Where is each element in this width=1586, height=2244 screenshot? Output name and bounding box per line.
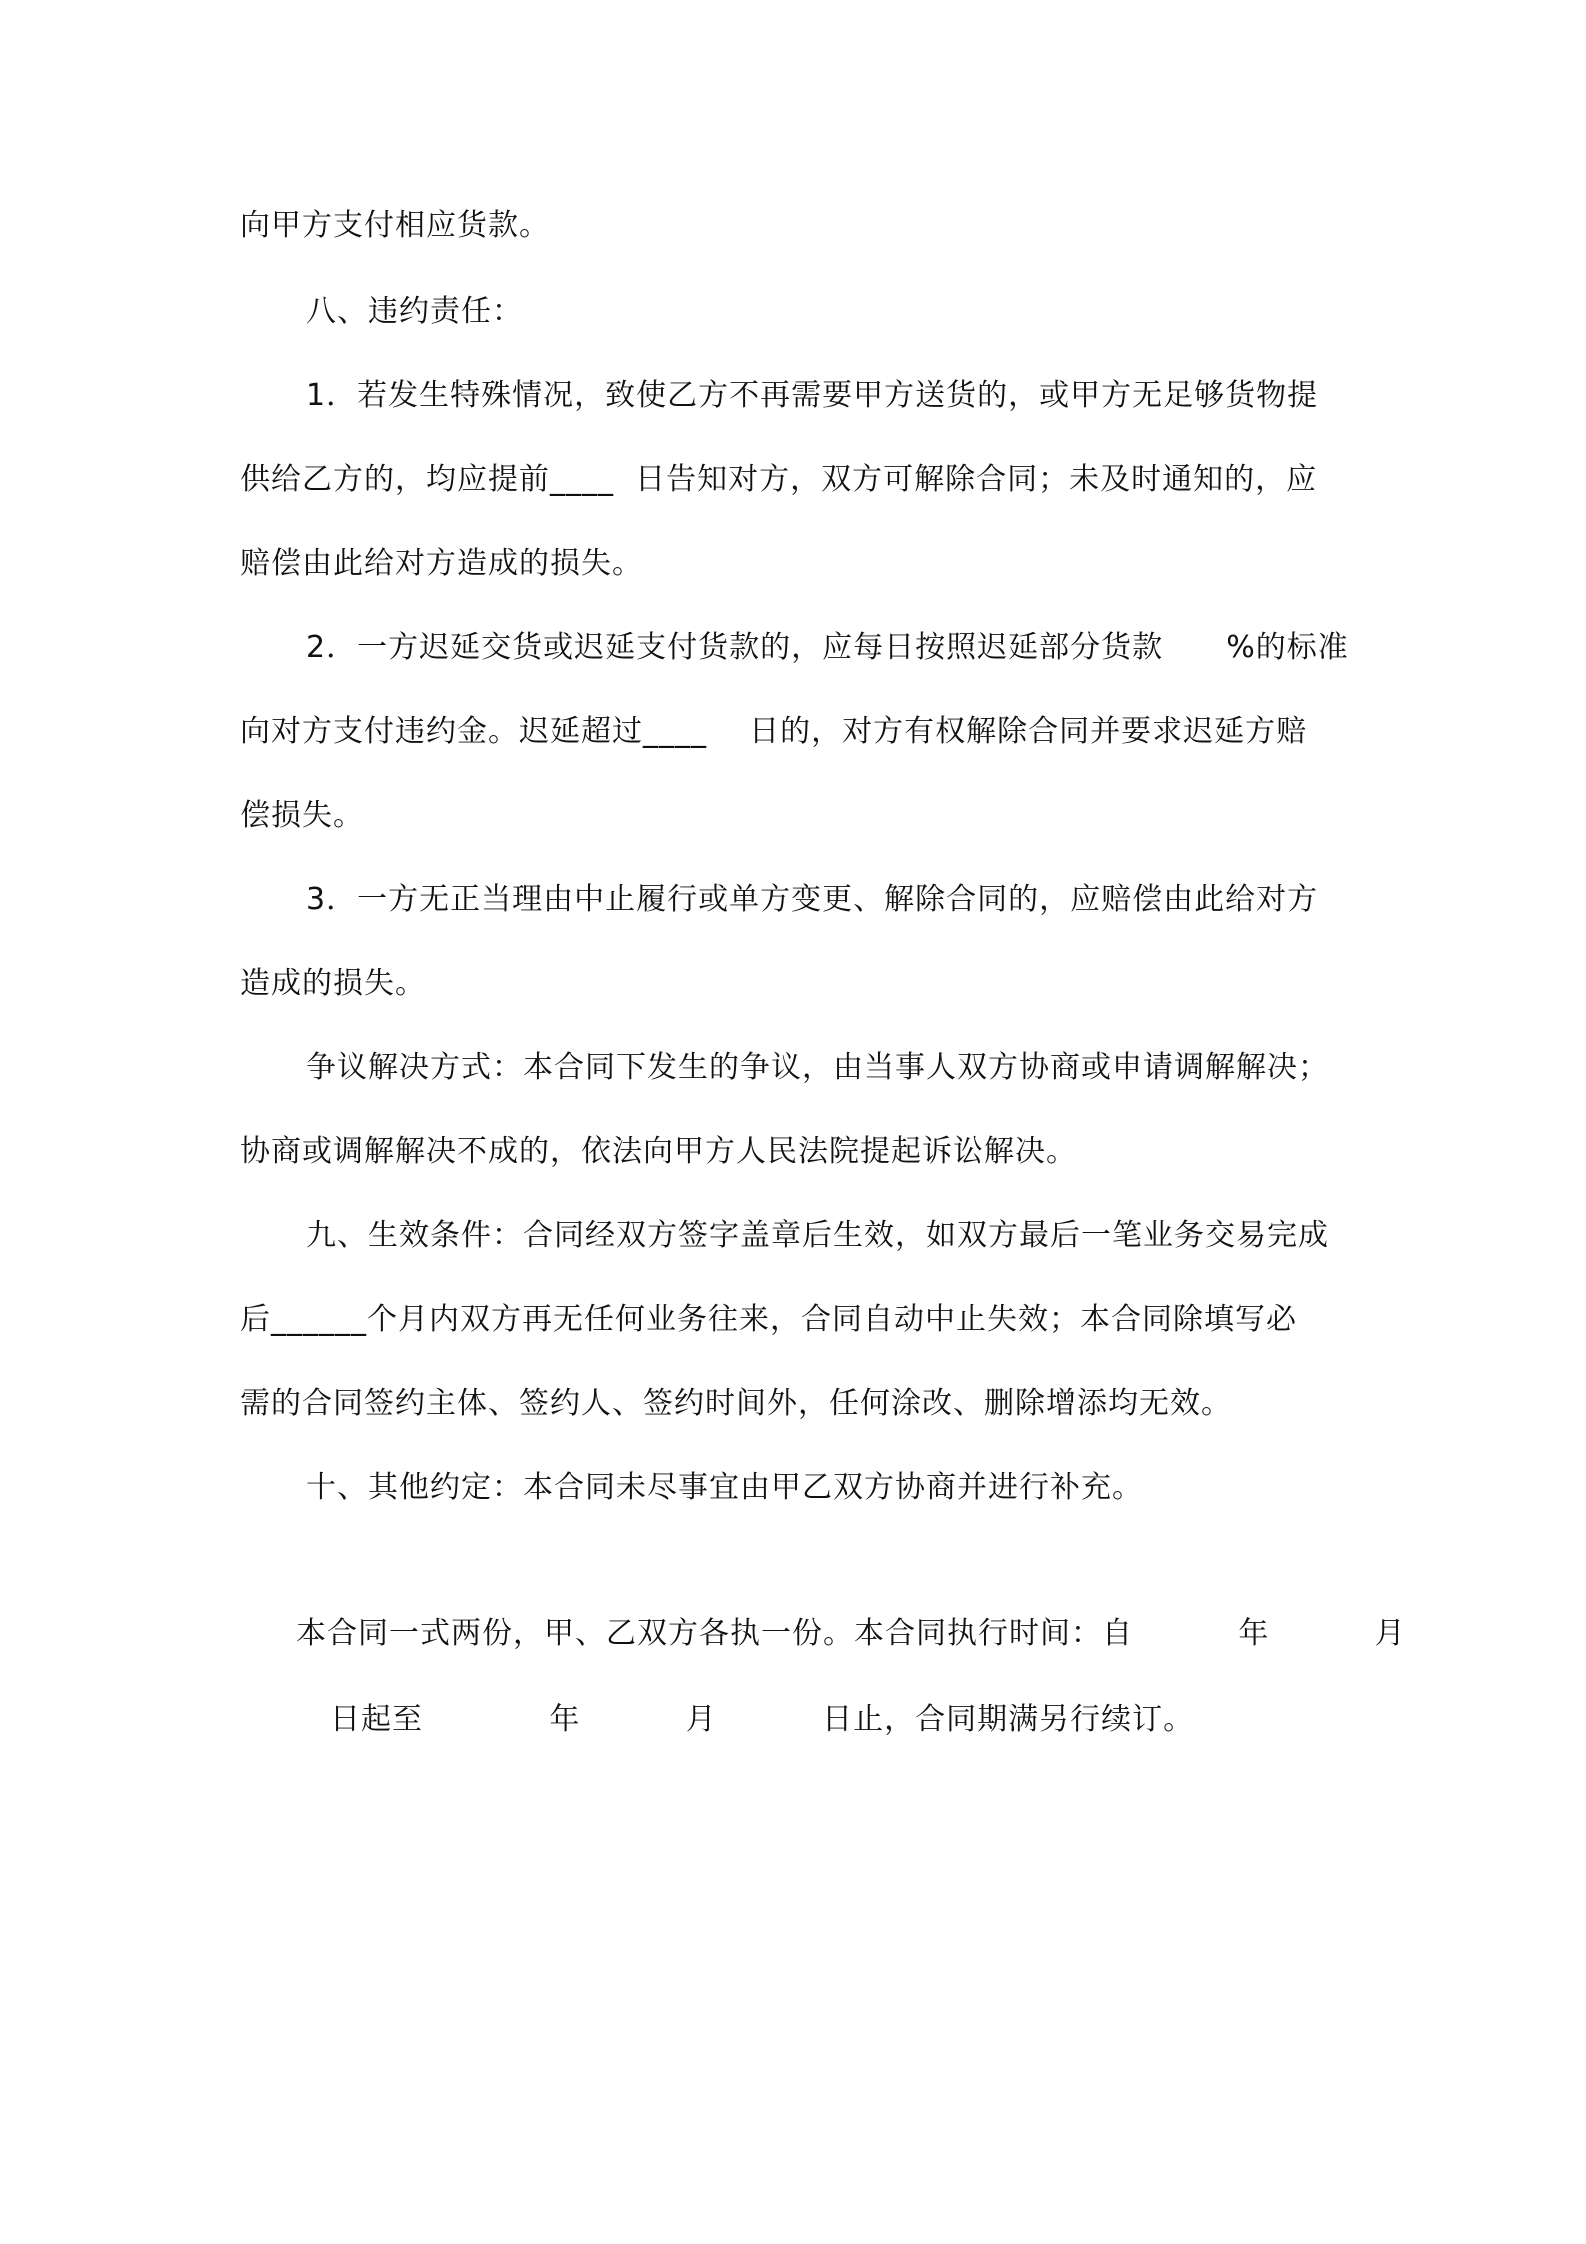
paragraph-line: 后______个月内双方再无任何业务往来，合同自动中止失效；本合同除填写必 <box>240 1302 1297 1337</box>
paragraph-line: 造成的损失。 <box>240 966 426 1001</box>
section-heading-breach: 八、违约责任： <box>306 294 523 329</box>
paragraph-line: 需的合同签约主体、签约人、签约时间外，任何涂改、删除增添均无效。 <box>240 1386 1232 1421</box>
section-heading-effect: 九、生效条件：合同经双方签字盖章后生效，如双方最后一笔业务交易完成 <box>306 1218 1329 1253</box>
paragraph-line: 偿损失。 <box>240 798 364 833</box>
paragraph-line: 供给乙方的，均应提前____ 日告知对方，双方可解除合同；未及时通知的，应 <box>240 462 1318 497</box>
paragraph-line: 1．若发生特殊情况，致使乙方不再需要甲方送货的，或甲方无足够货物提 <box>306 378 1319 413</box>
paragraph-line: 协商或调解解决不成的，依法向甲方人民法院提起诉讼解决。 <box>240 1134 1077 1169</box>
section-heading-other: 十、其他约定：本合同未尽事宜由甲乙双方协商并进行补充。 <box>306 1470 1143 1505</box>
paragraph-line: 向甲方支付相应货款。 <box>240 208 550 243</box>
paragraph-line: 赔偿由此给对方造成的损失。 <box>240 546 643 581</box>
paragraph-line: 3．一方无正当理由中止履行或单方变更、解除合同的，应赔偿由此给对方 <box>306 882 1319 917</box>
paragraph-line: 向对方支付违约金。迟延超过____ 日的，对方有权解除合同并要求迟延方赔 <box>240 714 1308 749</box>
closing-line: 本合同一式两份，甲、乙双方各执一份。本合同执行时间：自 年 月 <box>296 1616 1406 1651</box>
closing-line: 日起至 年 月 日止，合同期满另行续订。 <box>330 1702 1195 1737</box>
paragraph-line: 2．一方迟延交货或迟延支付货款的，应每日按照迟延部分货款 %的标准 <box>306 630 1349 665</box>
paragraph-line: 争议解决方式：本合同下发生的争议，由当事人双方协商或申请调解解决； <box>306 1050 1329 1085</box>
